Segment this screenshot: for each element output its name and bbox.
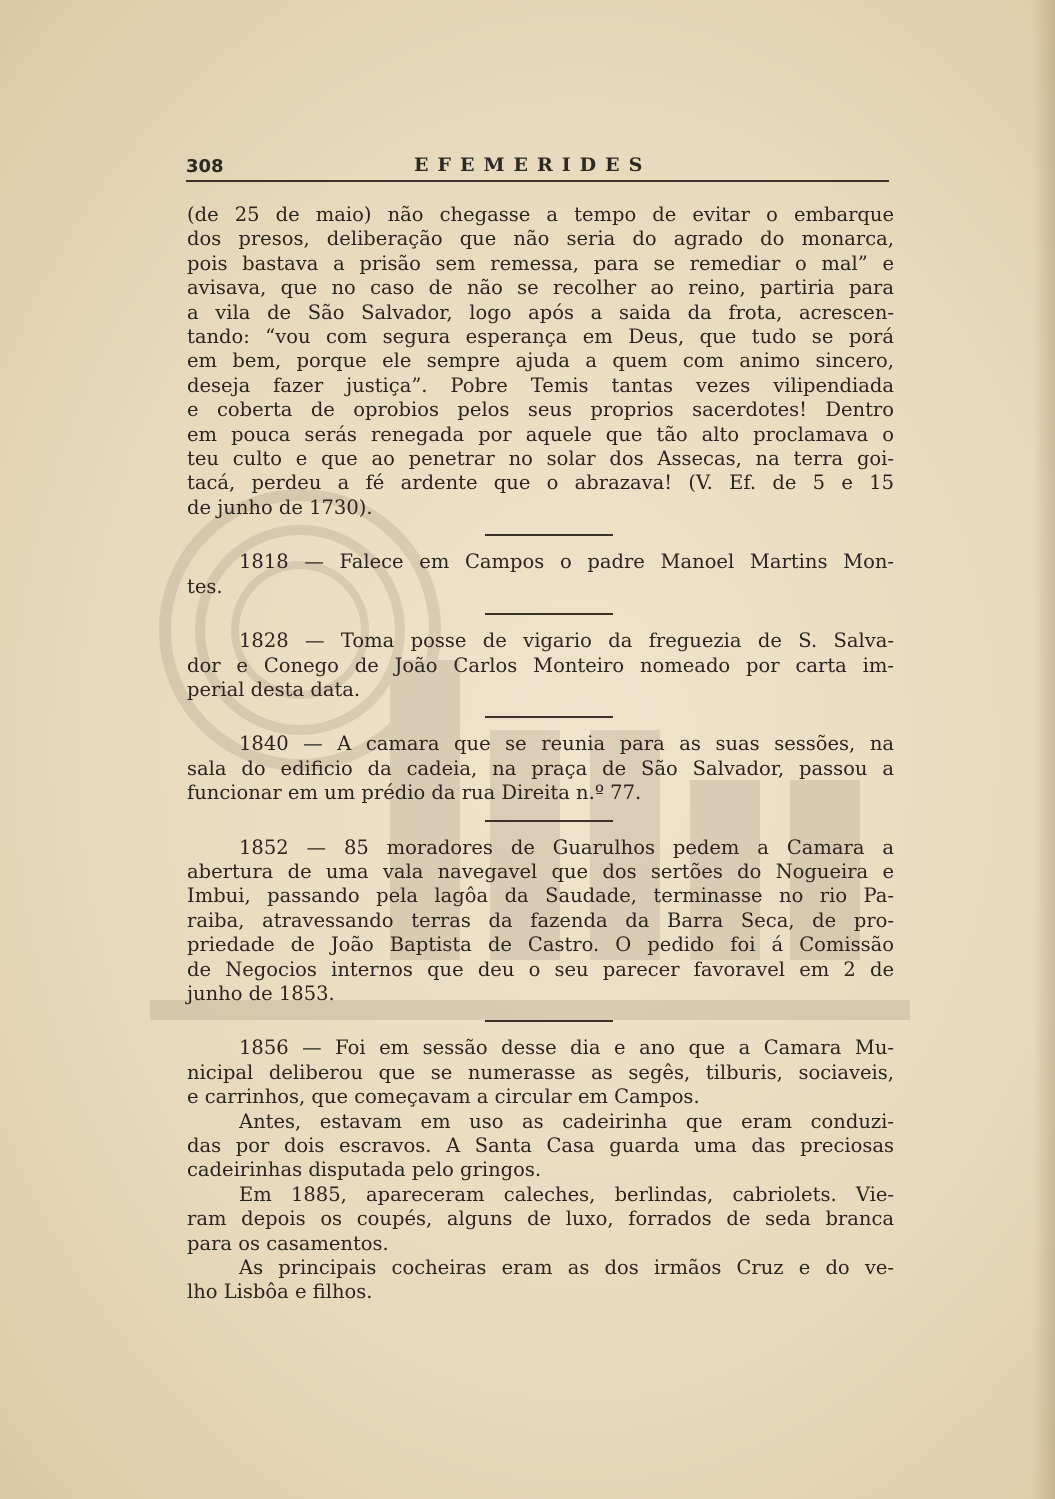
running-title: EFEMERIDES bbox=[414, 154, 652, 176]
text-line: a vila de São Salvador, logo após a saida da frota, acrescen- bbox=[187, 300, 894, 324]
section-divider bbox=[485, 716, 613, 718]
section-divider bbox=[485, 1020, 613, 1022]
text-line: tando: “vou com segura esperança em Deus, que tudo se porá bbox=[187, 325, 894, 349]
text-line: 1818 — Falece em Campos o padre Manoel Martins Mon- bbox=[239, 550, 894, 574]
paragraph-cocheiras bbox=[187, 1256, 894, 1305]
text-line: priedade de João Baptista de Castro. O pedido foi á Comissão bbox=[187, 933, 894, 957]
page-number: 308 bbox=[186, 156, 224, 177]
text-line: raiba, atravessando terras da fazenda da Barra Seca, de pro- bbox=[187, 908, 894, 932]
text-line: dos presos, deliberação que não seria do agrado do monarca, bbox=[187, 227, 894, 251]
text-line: em pouca serás renegada por aquele que tão alto proclamava o bbox=[187, 422, 894, 446]
text-line: 1852 — 85 moradores de Guarulhos pedem a Camara a bbox=[239, 835, 894, 859]
text-line: tes. bbox=[187, 574, 223, 598]
text-line: 1840 — A camara que se reunia para as suas sessões, na bbox=[239, 732, 894, 756]
text-line: funcionar em um prédio da rua Direita n.º 77. bbox=[187, 781, 642, 805]
section-divider bbox=[485, 534, 613, 536]
paragraph-antes bbox=[187, 1110, 894, 1183]
entry-1840 bbox=[187, 732, 894, 805]
text-line: de junho de 1730). bbox=[187, 495, 373, 519]
page-body bbox=[187, 203, 894, 1305]
text-line: (de 25 de maio) não chegasse a tempo de evitar o embarque bbox=[187, 203, 894, 226]
text-line: em bem, porque ele sempre ajuda a quem com animo sincero, bbox=[187, 349, 894, 373]
text-line: Antes, estavam em uso as cadeirinha que eram conduzi- bbox=[239, 1109, 894, 1133]
paragraph-continuation bbox=[187, 203, 894, 520]
text-line: Imbui, passando pela lagôa da Saudade, terminasse no rio Pa- bbox=[187, 884, 894, 908]
text-line: nicipal deliberou que se numerasse as segês, tilburis, sociaveis, bbox=[187, 1060, 894, 1084]
text-line: pois bastava a prisão sem remessa, para se remediar o mal” e bbox=[187, 251, 894, 275]
entry-1856 bbox=[187, 1036, 894, 1109]
section-divider bbox=[485, 820, 613, 822]
text-line: dor e Conego de João Carlos Monteiro nomeado por carta im- bbox=[187, 653, 894, 677]
text-line: cadeirinhas disputada pelo gringos. bbox=[187, 1158, 542, 1182]
text-line: avisava, que no caso de não se recolher ao reino, partiria para bbox=[187, 276, 894, 300]
text-line: tacá, perdeu a fé ardente que o abrazava! (V. Ef. de 5 e 15 bbox=[187, 471, 894, 495]
text-line: de Negocios internos que deu o seu parecer favoravel em 2 de bbox=[187, 957, 894, 981]
text-line: perial desta data. bbox=[187, 677, 361, 701]
text-line: ram depois os coupés, alguns de luxo, forrados de seda branca bbox=[187, 1207, 894, 1231]
page-edge-shadow bbox=[1033, 0, 1055, 1499]
text-line: teu culto e que ao penetrar no solar dos Assecas, na terra goi- bbox=[187, 447, 894, 471]
text-line: 1828 — Toma posse de vigario da freguezia de S. Salva- bbox=[239, 629, 894, 653]
text-line: Em 1885, apareceram caleches, berlindas, cabriolets. Vie- bbox=[239, 1182, 894, 1206]
text-line: das por dois escravos. A Santa Casa guarda uma das preciosas bbox=[187, 1134, 894, 1157]
text-line: e carrinhos, que começavam a circular em Campos. bbox=[187, 1085, 700, 1109]
section-divider bbox=[485, 613, 613, 615]
text-line: lho Lisbôa e filhos. bbox=[187, 1280, 373, 1304]
entry-1852 bbox=[187, 836, 894, 1007]
text-line: junho de 1853. bbox=[187, 981, 335, 1005]
text-line: para os casamentos. bbox=[187, 1231, 389, 1255]
page-header bbox=[186, 154, 889, 182]
entry-1828 bbox=[187, 629, 894, 702]
text-line: e coberta de oprobios pelos seus proprios sacerdotes! Dentro bbox=[187, 398, 894, 422]
text-line: 1856 — Foi em sessão desse dia e ano que a Camara Mu- bbox=[239, 1036, 894, 1060]
text-line: sala do edificio da cadeia, na praça de São Salvador, passou a bbox=[187, 756, 894, 780]
entry-1818 bbox=[187, 550, 894, 599]
text-line: As principais cocheiras eram as dos irmãos Cruz e do ve- bbox=[239, 1256, 894, 1280]
paragraph-1885 bbox=[187, 1183, 894, 1256]
text-line: abertura de uma vala navegavel que dos sertões do Nogueira e bbox=[187, 859, 894, 883]
text-line: deseja fazer justiça”. Pobre Temis tantas vezes vilipendiada bbox=[187, 373, 894, 397]
